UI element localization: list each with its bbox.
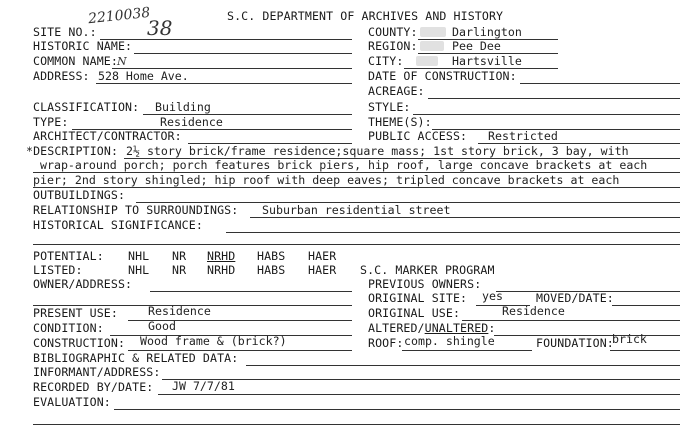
construction-value: Wood frame & (brick?)	[140, 334, 287, 348]
potential-haer: HAER	[308, 249, 337, 263]
description-label: *DESCRIPTION:	[26, 144, 119, 158]
condition-label: CONDITION:	[33, 321, 104, 335]
potential-nhl: NHL	[128, 249, 150, 263]
foundation-value: brick	[612, 332, 647, 346]
style-label: STYLE:	[368, 100, 411, 114]
original-use-value: Residence	[502, 304, 565, 318]
description-rule-3	[33, 187, 680, 188]
historical-significance-line	[226, 232, 680, 233]
bibliographic-label: BIBLIOGRAPHIC & RELATED DATA:	[33, 351, 239, 365]
type-label: TYPE:	[33, 115, 69, 129]
address-label: ADDRESS:	[33, 69, 90, 83]
moved-date-line	[612, 305, 680, 306]
date-of-construction-label: DATE OF CONSTRUCTION:	[368, 69, 517, 83]
evaluation-label: EVALUATION:	[33, 395, 111, 409]
region-label: REGION:	[368, 39, 418, 53]
construction-label: CONSTRUCTION:	[33, 336, 126, 350]
outbuildings-label: OUTBUILDINGS:	[33, 188, 126, 202]
foundation-label: FOUNDATION:	[536, 336, 614, 350]
condition-value: Good	[148, 319, 176, 333]
acreage-line	[428, 98, 680, 99]
public-access-value: Restricted	[488, 129, 558, 143]
listed-nrhd: NRHD	[207, 263, 236, 277]
potential-nrhd: NRHD	[207, 249, 236, 263]
roof-value: comp. shingle	[404, 334, 495, 348]
acreage-label: ACREAGE:	[368, 84, 425, 98]
city-label: CITY:	[368, 54, 404, 68]
evaluation-line-2	[33, 424, 680, 425]
original-use-label: ORIGINAL USE:	[368, 306, 461, 320]
recorded-by-line	[158, 394, 680, 395]
themes-label: THEME(S):	[368, 115, 432, 129]
listed-label: LISTED:	[33, 263, 83, 277]
description-line-3: pier; 2nd story shingled; hip roof with deep eaves; tripled concave brackets at each	[33, 173, 620, 187]
city-value: Hartsville	[452, 54, 522, 68]
historical-significance-label: HISTORICAL SIGNIFICANCE:	[33, 218, 203, 232]
bibliographic-line	[246, 365, 680, 366]
roof-line	[402, 350, 532, 351]
recorded-by-value: JW 7/7/81	[172, 379, 235, 393]
section-divider	[33, 244, 680, 245]
site-no-line	[100, 39, 352, 40]
informant-label: INFORMANT/ADDRESS:	[33, 365, 161, 379]
original-site-label: ORIGINAL SITE:	[368, 291, 468, 305]
date-of-construction-line	[520, 83, 680, 84]
owner-address-label: OWNER/ADDRESS:	[33, 277, 133, 291]
listed-nhl: NHL	[128, 263, 150, 277]
site-no-value: 38	[147, 16, 173, 40]
original-site-value: yes	[482, 289, 503, 303]
handwritten-id: 2210038	[87, 4, 152, 28]
potential-nr: NR	[172, 249, 187, 263]
present-use-value: Residence	[148, 304, 211, 318]
potential-habs: HABS	[257, 249, 286, 263]
form-title: S.C. DEPARTMENT OF ARCHIVES AND HISTORY	[227, 9, 504, 23]
listed-habs: HABS	[257, 263, 286, 277]
address-line	[96, 83, 352, 84]
site-no-label: SITE NO.:	[33, 25, 97, 39]
unaltered-label: UNALTERED	[424, 321, 489, 335]
county-value: Darlington	[452, 25, 522, 39]
common-name-value: N	[117, 55, 127, 68]
foundation-line	[610, 350, 680, 351]
description-line-1: 2½ story brick/frame residence;square mass; 1st story brick, 3 bay, with	[126, 144, 629, 158]
roof-label: ROOF:	[368, 336, 404, 350]
altered-label: ALTERED/UNALTERED:	[368, 321, 496, 335]
moved-date-label: MOVED/DATE:	[536, 291, 614, 305]
listed-haer: HAER	[308, 263, 337, 277]
evaluation-line	[114, 409, 680, 410]
relationship-line	[250, 217, 680, 218]
relationship-value: Suburban residential street	[262, 203, 451, 217]
description-line-2: wrap-around porch; porch features brick piers, hip roof, large concave brackets at each	[40, 158, 648, 172]
informant-line	[162, 379, 680, 380]
county-label: COUNTY:	[368, 25, 418, 39]
address-value: 528 Home Ave.	[98, 69, 189, 83]
architect-label: ARCHITECT/CONTRACTOR:	[33, 129, 182, 143]
potential-label: POTENTIAL:	[33, 249, 104, 263]
historic-name-line	[134, 53, 352, 54]
common-name-label: COMMON NAME:	[33, 54, 118, 68]
classification-value: Building	[155, 100, 211, 114]
region-value: Pee Dee	[452, 39, 501, 53]
historic-name-label: HISTORIC NAME:	[33, 39, 133, 53]
owner-address-line	[150, 291, 352, 292]
marker-program-label: S.C. MARKER PROGRAM	[360, 263, 495, 277]
relationship-label: RELATIONSHIP TO SURROUNDINGS:	[33, 203, 239, 217]
present-use-label: PRESENT USE:	[33, 306, 118, 320]
public-access-label: PUBLIC ACCESS:	[368, 129, 468, 143]
classification-label: CLASSIFICATION:	[33, 100, 140, 114]
type-value: Residence	[160, 115, 223, 129]
recorded-by-label: RECORDED BY/DATE:	[33, 380, 154, 394]
previous-owners-label: PREVIOUS OWNERS:	[368, 277, 482, 291]
style-line	[413, 114, 680, 115]
listed-nr: NR	[172, 263, 187, 277]
